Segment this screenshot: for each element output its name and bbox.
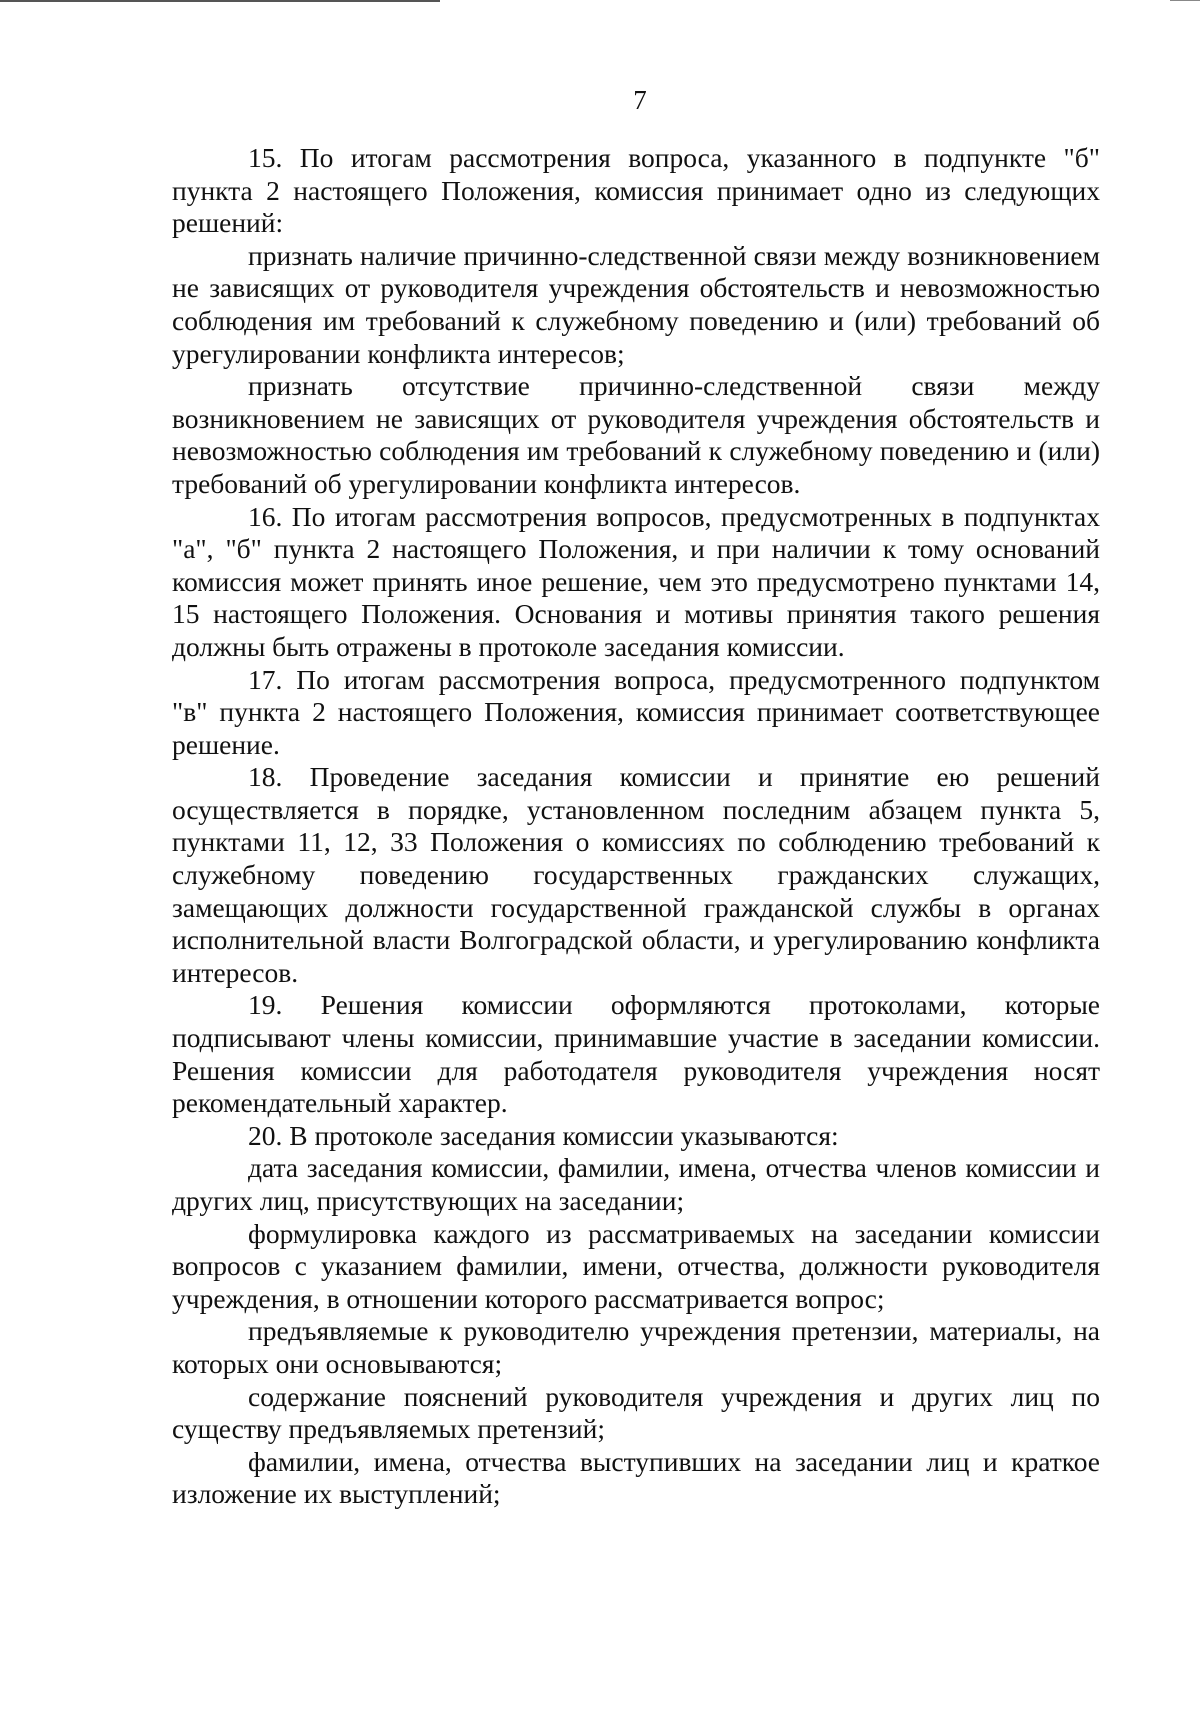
- scan-edge-line-right: [1170, 0, 1200, 1]
- paragraph-16: 16. По итогам рассмотрения вопросов, предусмотренных в подпунктах "а", "б" пункта 2 настоящего Положения, и при наличии к тому оснований комиссия может принять иное решение, чем это предусмотрено пунктами 14, 15 настоящего Положения. Основания и мотивы принятия такого решения должны быть отражены в протоколе заседания комиссии.: [172, 500, 1100, 662]
- paragraph-19: 19. Решения комиссии оформляются протоколами, которые подписывают члены комиссии, принимавшие участие в заседании комиссии. Решения комиссии для работодателя руководителя учреждения носят рекомендательный характер.: [172, 989, 1100, 1119]
- page-number: 7: [633, 85, 647, 115]
- paragraph-20-item-3: предъявляемые к руководителю учреждения претензии, материалы, на которых они основываются;: [172, 1315, 1100, 1379]
- document-body: [172, 142, 1100, 1511]
- paragraph-20-item-5: фамилии, имена, отчества выступивших на заседании лиц и краткое изложение их выступлений;: [172, 1445, 1100, 1510]
- paragraph-20-item-4: содержание пояснений руководителя учреждения и других лиц по существу предъявляемых претензий;: [172, 1380, 1100, 1445]
- paragraph-18: 18. Проведение заседания комиссии и принятие ею решений осуществляется в порядке, установленном последним абзацем пункта 5, пунктами 11, 12, 33 Положения о комиссиях по соблюдению требований к служебному поведению государственных гражданских служащих, замещающих должности государственной гражданской службы в органах исполнительной власти Волгоградской области, и урегулированию конфликта интересов.: [172, 761, 1100, 988]
- paragraph-15-option-2: признать отсутствие причинно-следственной связи между возникновением не зависящих от руководителя учреждения обстоятельств и невозможностью соблюдения им требований к служебному поведению и (или) требований об урегулировании конфликта интересов.: [172, 370, 1100, 499]
- paragraph-15-option-1: признать наличие причинно-следственной связи между возникновением не зависящих от руководителя учреждения обстоятельств и невозможностью соблюдения им требований к служебному поведению и (или) требований об урегулировании конфликта интересов;: [172, 239, 1100, 369]
- scan-edge-line: [0, 0, 440, 2]
- paragraph-20-item-2: формулировка каждого из рассматриваемых на заседании комиссии вопросов с указанием фамилии, имени, отчества, должности руководителя учреждения, в отношении которого рассматривается вопрос;: [172, 1217, 1100, 1314]
- paragraph-20-item-1: дата заседания комиссии, фамилии, имена, отчества членов комиссии и других лиц, присутствующих на заседании;: [172, 1152, 1100, 1216]
- paragraph-15: 15. По итогам рассмотрения вопроса, указанного в подпункте "б" пункта 2 настоящего Положения, комиссия принимает одно из следующих решений:: [172, 142, 1100, 239]
- paragraph-17: 17. По итогам рассмотрения вопроса, предусмотренного подпунктом "в" пункта 2 настоящего Положения, комиссия принимает соответствующее решение.: [172, 663, 1100, 760]
- paragraph-20: 20. В протоколе заседания комиссии указываются:: [248, 1119, 839, 1151]
